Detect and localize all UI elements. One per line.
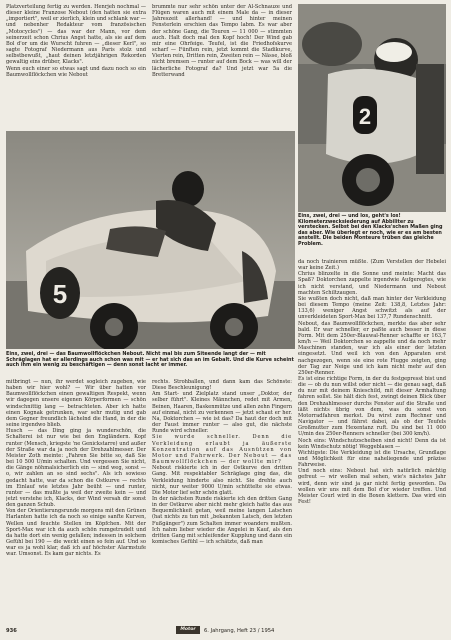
- paragraph: da noch trainieren müßte. (Zum Verstellen der Hebelei war keine Zeit.): [298, 259, 446, 272]
- paragraph: Wichtigste: Die Verkleidung ist die Ursache, Grundlage und Möglichkeit für eine naheliegende und präzise Fahrweise.: [298, 449, 446, 469]
- column-3-text: [298, 259, 446, 623]
- page-footer: [6, 626, 445, 637]
- magazine-issue: 6. Jahrgang, Heft 23 / 1954: [204, 628, 275, 634]
- column-2-top-text: [152, 4, 292, 128]
- paragraph: mitbringt — nun, ihr werdet sogleich zugeben, wie haben wir hier wohl? — Wir über hatten vor Baumwollflöckchen einen gewaltigen Respekt, wenn wir dagegen unsere eigenen Körperformen — schön windschnittig lang — betrachteten. Aber ich hatte einen Kognak getrunken, war sehr mutig und gab dem Gegner freundlich lächelnd die Hand, in der die seine irgendwo blieb.: [6, 379, 146, 429]
- paragraph: Sie wurde schneller. Denn die Verkleidung erlaubt ja äußerste Konzentration auf das Ausnützen von Motor und Fahrwerk. Der Nebout — das Baumwollflöckchen — der wollte mir?: [152, 434, 292, 466]
- column-2-bottom-text: [152, 379, 292, 623]
- paragraph: Es ist eine richtige Form, in der du festgepresst bist und die — ob du nun willst oder nicht — die genau sagt, daß du nur mit deinem Knieschild, mit dieser Armhaltung fahren sollst. Sie hält dich fest, zwingt deinen Blick über den Drehzahlmesser durchs Fenster auf die Straße und läßt nichts übrig von dem, was du sonst von Motorradfahren merkst. Du wirst zum Rechner und Navigator — und fährst dabei, als ob der Teufels Großmutter zum Hexentanz ruft. Du sind bei 11 000 U/min des 250er-Renners schneller (bei 300 km/h).: [298, 375, 446, 438]
- paragraph: Chrius blinzelte in die Sonne und meinte: Macht das Spaß? Doktorchen zappelte irgendwie Aufgeregtes, wie ich nicht verstand, und Niedermann und Nebout machten Schiltzaugen.: [298, 271, 446, 296]
- photo-right-caption: Eins, zwei, drei — und los, geht's los! Kilometerzwecksiederung auf Abbiliter zu verstecken. Selbst bei den Klacks'schen Maßen ging das aber. Wie überlegt er noch, wie er es am besten anstellt. Die beiden Monteure trüben das gleiche Problem.: [298, 213, 443, 247]
- paragraph: Wenn euch einer so etwas sagt und dazu noch so ein Baumwollflöckchen wie Nebout: [6, 65, 146, 78]
- bike-number-right: 2: [358, 104, 372, 129]
- magazine-logo: Motor: [176, 626, 200, 634]
- paragraph: Und noch eins: Nebout hat sich natürlich mächtig gefreut — wir wollen mal sehen, wie's nächstes Jahr wird, denn wir sind ja gar nicht fertig geworden. Da wollen wir uns mit dem Bol d'or wieder treffen. Und Meister Courl wird in die Boxen klettern. Das wird ein Fest!: [298, 468, 446, 506]
- paragraph: Nebout riskierte ich in der Ostkurve den dritten Gang. Mit respektabler Schräglage ging das, die Verkleidung hinderte also nicht. Sie drehte auch nicht, nur weiter 9000 U/min schüttelte sie etwas. Die Motor lief sehr schön glatt.: [152, 465, 292, 496]
- paragraph: rechts. Strohballen, und dann kam das Schönste: Diese Beschleunigung!: [152, 379, 292, 392]
- bike-number-main: 5: [52, 279, 68, 309]
- paragraph: Von der Orientierungsrunde morgens mit den Grünen Harlanten hatte ich da noch so einige sanfte Kurven, Wellen und feuchte Stellen im Köpfchen. Mit der Sport-Max war ich da auch schön rumgetrudelt und da hatte dort ein wenig gefallen; indessen in solchem Gefühl bei 190 — die weckt einen so fein auf. Und so war es ja wohl klar, daß ich auf höchster Alarmstufe war. Umsonst. Es kam gar nichts. Es: [6, 508, 146, 558]
- paragraph: Husch — das Ding ging ja wunderschön, die Schalterei ist nur wie bei den Engländern. Kopf runter (Mensch, kriegste 'ne Genickstarre) und außer der Straße war da ja noch der Drehzahlmesser. Der Meister Zoth meinte: „Fahren Sie bitte so, daß Sie bei 10 500 U/min schalten. Und vergessen Sie nicht, die Gänge nöhmalsicherlich ein — sind weg, sonst — o, wir zahlen an so sind sechs". Als ich sowieso gedacht hatte, war da schon die Ostkurve — rechts im Einlauf wie letztes Jahr beüht — und runter, runter — das mußte ja weil der zweite kein — und jetzt verstehe ich, Klacks, der Wind versah dir sonst den ganzen Schub.: [6, 428, 146, 509]
- paragraph: brummte nur sehr schön unter der Al-Schnauze und Flügen waren auch mit einem Male da — in dieser Jahreszeit allerhand! — und hinter meinen Fensterlein erschien das Tempo labm. Es war aber der schöne Gang, die Touren — 11 000 — stimmten auch. Halt doch mal den Kopf hoch! Der Wind gab mir eine Ohrfeige. Teufel, ist die Friedhofskurve scharf — Fünften rein, jetzt kommt die Stadikurve, Vierten rein, Dritten rein, Zweiten rein — Nässe, bloß nicht bremsen — runter auf dem Bock — was will der lächerliche Fotograf da? Und jetzt war 5a die Bretterwand: [152, 4, 292, 78]
- paragraph: In der nächsten Runde riskierte ich den dritten Gang in der Ostkurve aber nicht mehr gleich hatte das aus Bequemlichkeit getan, weil meine langen Latschen (hat nichts zu tun mit „bekannten Latsch, den letzten Fußgänger") zum Schalten immer woanders mußten. Ich nahm lieber wieder die Angelei in Kauf, als den dritten Gang mit schleifender Kupplung und dann ein komisches Gefühl — ich schätzte, daß man: [152, 495, 292, 546]
- paragraph: Platzverteilung fertig zu werden. Henrjeh nochmal — dieser kleine Franzose Nebout (den hatten sie extra „importiert", weil er zierlich, klein und schlank war — und nebenher Redakteur vom französischen „Motocycles") — das war der Mann, vor dem seinerzeit schon Chrius Angst hatte, als sie auf dem Bol d'or um die Wurscht fuhren — „dieser Kerl", so sagte Fotograf Niedermann aus Paris stolz und selbstbewußt, „haut deinen letztjährigen Rekorden gewaltig eins drüber, Klacks".: [6, 4, 146, 66]
- column-1-top-text: [6, 4, 146, 128]
- page-number: 936: [6, 628, 17, 634]
- paragraph: Am Start- und Zielplatz stand unser „Doktor, der selber führt". Kleines Männchen, redet mit Armen, Beinen, Haaren, Baskenmütze und allen zehn Fingern auf einmal, nicht zu verkennen — jetzt schaut er her. Na, Doktorchen — wie ist das? Da haut der doch mit der Faust immer runter — also gut, die nächste Runde wird schneller.: [152, 391, 292, 435]
- photo-rider-streamliner: [6, 131, 295, 349]
- paragraph: Noch eins: Windschutzscheiben sind nicht! Denn da ist kein Windschutz nötig! Weggeblasen —: [298, 437, 446, 450]
- column-1-bottom-text: [6, 379, 146, 623]
- photo-main-caption: Eins, zwei, drei — das Baumwollflöckchen Nebout. Nicht mal bis zum Siteende langt der — mit Schräglagen hat er allerdings auch schon was mit — er hat sich das an im Gebalt. Und die Kurve scheint auch ihm ein wenig zu beschäftigen — denn sonst lacht er immer.: [6, 351, 294, 369]
- paragraph: Sie wußten doch nicht, daß man hinter der Verkleidung bei diesem Tempo (meine Zeit: 138,8, Letztes Jahr: 133,6) weniger Angst schwitzt als auf der unverkleideten Sport-Max bei 137,7 Rundenschnitt.: [298, 295, 446, 321]
- photo-rider-start: [298, 4, 446, 212]
- paragraph: Nebout, das Baumwollflöckchen, merkte das aber sehr bald. Er war schneller, er paßte auch besser in diese Form. Mit dem 250er-Blauwal-Renner schaffte er 163,7 km/h — Weil Doktorchen so zappelte und da noch mehr Maschinen standen, war ich als einer der letzten eingesetzt. Und weil ich von den Apparaten erst nachgezogen, wenn sie eine rote Flugge zeigten, ging der Tag zur Neige und ich kam nicht mehr auf den 250er-Renner.: [298, 320, 446, 376]
